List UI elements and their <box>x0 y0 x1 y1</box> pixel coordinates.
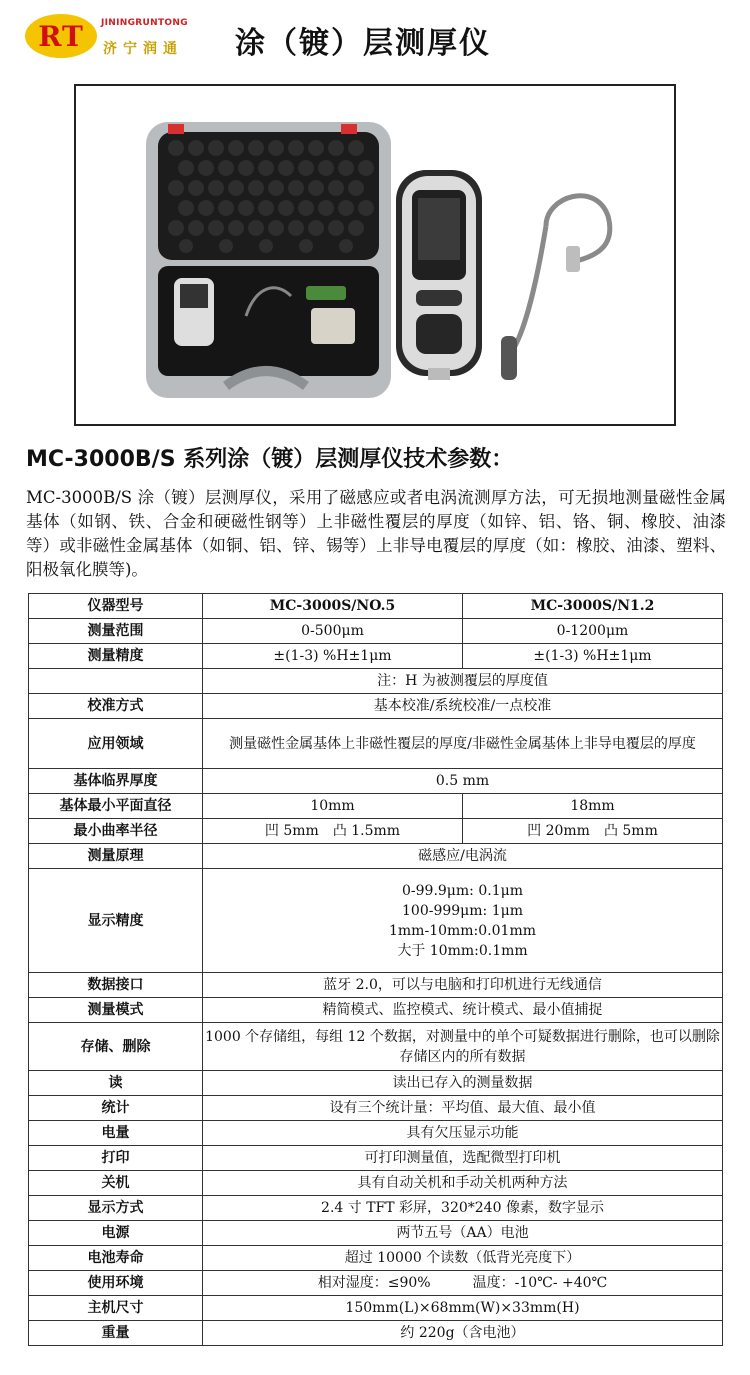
range-b: 0-1200μm <box>463 619 723 644</box>
table-row <box>29 869 723 973</box>
table-row <box>29 1121 723 1146</box>
stats-value: 设有三个统计量：平均值、最大值、最小值 <box>203 1096 723 1121</box>
life-value: 超过 10000 个读数（低背光亮度下） <box>203 1246 723 1271</box>
row-label: 应用领域 <box>29 719 203 769</box>
row-label: 统计 <box>29 1096 203 1121</box>
principle-value: 磁感应/电涡流 <box>203 844 723 869</box>
weight-value: 约 220g（含电池） <box>203 1321 723 1346</box>
min-area-a: 10mm <box>203 794 463 819</box>
row-label: 仪器型号 <box>29 594 203 619</box>
row-label: 显示精度 <box>29 869 203 973</box>
table-row <box>29 1023 723 1071</box>
table-row <box>29 1221 723 1246</box>
display-value: 2.4 寸 TFT 彩屏，320*240 像素，数字显示 <box>203 1196 723 1221</box>
table-row <box>29 619 723 644</box>
row-label: 电源 <box>29 1221 203 1246</box>
carry-case <box>146 122 391 398</box>
logo-english-name: JININGRUNTONG <box>101 18 188 28</box>
row-label: 使用环境 <box>29 1271 203 1296</box>
page-header <box>0 0 750 80</box>
table-row <box>29 644 723 669</box>
probe-cable <box>501 196 610 380</box>
table-row <box>29 998 723 1023</box>
poweroff-value: 具有自动关机和手动关机两种方法 <box>203 1171 723 1196</box>
table-row <box>29 1321 723 1346</box>
page-title: 涂（镀）层测厚仪 <box>235 26 491 61</box>
row-label: 打印 <box>29 1146 203 1171</box>
row-label: 测量范围 <box>29 619 203 644</box>
env-value <box>203 1271 723 1296</box>
table-row <box>29 819 723 844</box>
table-row <box>29 1096 723 1121</box>
row-label: 数据接口 <box>29 973 203 998</box>
table-row <box>29 1146 723 1171</box>
accuracy-a: ±(1-3) %H±1μm <box>203 644 463 669</box>
table-row <box>29 1271 723 1296</box>
intro-paragraph: MC-3000B/S 涂（镀）层测厚仪，采用了磁感应或者电涡流测厚方法，可无损地测量磁性金属基体（如钢、铁、合金和硬磁性钢等）上非磁性覆层的厚度（如锌、铝、铬、铜、橡胶、油漆等）或非磁性金属基体（如铜、铝、锌、锡等）上非导电覆层的厚度（如：橡胶、油漆、塑料、阳极氧化膜等)。 <box>26 488 726 579</box>
interface-value: 蓝牙 2.0，可以与电脑和打印机进行无线通信 <box>203 973 723 998</box>
model-b: MC-3000S/N1.2 <box>463 594 723 619</box>
logo-mark: RT <box>25 14 97 58</box>
row-label: 最小曲率半径 <box>29 819 203 844</box>
logo-chinese-name: 济宁润通 <box>103 41 183 57</box>
row-label: 关机 <box>29 1171 203 1196</box>
table-row <box>29 1196 723 1221</box>
row-label: 基体临界厚度 <box>29 769 203 794</box>
env-temperature: 温度：-10℃- +40℃ <box>472 1275 608 1291</box>
print-value: 可打印测量值，选配微型打印机 <box>203 1146 723 1171</box>
table-row <box>29 1171 723 1196</box>
size-value: 150mm(L)×68mm(W)×33mm(H) <box>203 1296 723 1321</box>
resolution-line: 1mm-10mm:0.01mm <box>389 922 536 939</box>
row-label: 读 <box>29 1071 203 1096</box>
resolution-line: 大于 10mm:0.1mm <box>397 942 528 959</box>
table-row <box>29 1296 723 1321</box>
table-row <box>29 669 723 694</box>
env-humidity: 相对湿度：≤90% <box>317 1275 431 1291</box>
table-row <box>29 1246 723 1271</box>
row-label: 重量 <box>29 1321 203 1346</box>
table-row <box>29 794 723 819</box>
model-a: MC-3000S/NO.5 <box>203 594 463 619</box>
table-row <box>29 594 723 619</box>
table-row <box>29 719 723 769</box>
range-a: 0-500μm <box>203 619 463 644</box>
row-label: 测量原理 <box>29 844 203 869</box>
battery-value: 具有欠压显示功能 <box>203 1121 723 1146</box>
power-value: 两节五号（AA）电池 <box>203 1221 723 1246</box>
product-illustration <box>76 86 674 424</box>
modes-value: 精简模式、监控模式、统计模式、最小值捕捉 <box>203 998 723 1023</box>
accuracy-b: ±(1-3) %H±1μm <box>463 644 723 669</box>
spec-heading: MC-3000B/S 系列涂（镀）层测厚仪技术参数： <box>26 447 514 472</box>
storage-value: 1000 个存储组，每组 12 个数据，对测量中的单个可疑数据进行删除，也可以删除存储区内的所有数据 <box>203 1023 723 1071</box>
row-label: 校准方式 <box>29 694 203 719</box>
row-label: 存储、删除 <box>29 1023 203 1071</box>
row-label: 测量精度 <box>29 644 203 669</box>
table-row <box>29 769 723 794</box>
product-photo <box>74 84 676 426</box>
table-row <box>29 1071 723 1096</box>
note-cell: 注：H 为被测覆层的厚度值 <box>203 669 723 694</box>
critical-value: 0.5 mm <box>203 769 723 794</box>
table-row <box>29 844 723 869</box>
resolution-value <box>203 869 723 973</box>
curvature-b: 凹 20mm 凸 5mm <box>463 819 723 844</box>
row-label: 电量 <box>29 1121 203 1146</box>
table-row <box>29 973 723 998</box>
curvature-a: 凹 5mm 凸 1.5mm <box>203 819 463 844</box>
resolution-line: 100-999μm: 1μm <box>402 902 523 919</box>
min-area-b: 18mm <box>463 794 723 819</box>
row-label: 测量模式 <box>29 998 203 1023</box>
row-label: 基体最小平面直径 <box>29 794 203 819</box>
read-value: 读出已存入的测量数据 <box>203 1071 723 1096</box>
row-label: 主机尺寸 <box>29 1296 203 1321</box>
table-row <box>29 694 723 719</box>
gauge-device <box>396 170 482 380</box>
empty-cell <box>29 669 203 694</box>
row-label: 电池寿命 <box>29 1246 203 1271</box>
calibration-value: 基本校准/系统校准/一点校准 <box>203 694 723 719</box>
row-label: 显示方式 <box>29 1196 203 1221</box>
company-logo <box>25 12 195 64</box>
resolution-line: 0-99.9μm: 0.1μm <box>402 882 523 899</box>
application-value: 测量磁性金属基体上非磁性覆层的厚度/非磁性金属基体上非导电覆层的厚度 <box>203 719 723 769</box>
spec-table <box>28 593 723 1346</box>
